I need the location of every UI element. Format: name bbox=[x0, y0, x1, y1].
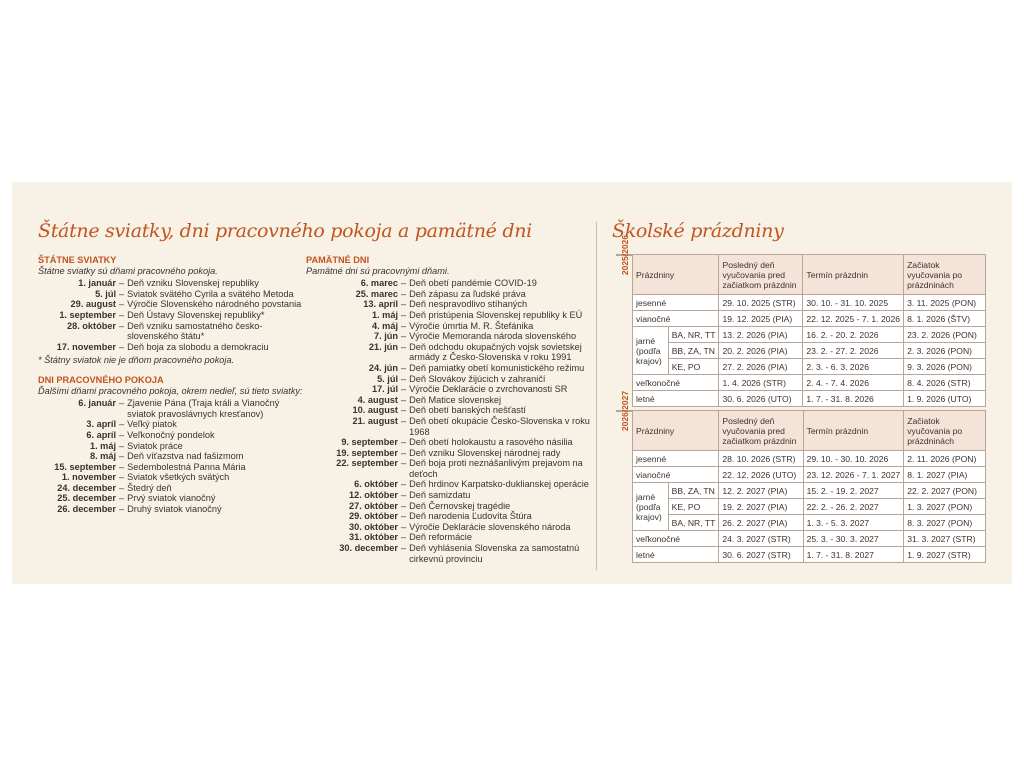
start-cell: 8. 3. 2027 (PON) bbox=[904, 515, 986, 531]
term-cell: 22. 12. 2025 - 7. 1. 2026 bbox=[803, 311, 904, 327]
start-cell: 1. 9. 2026 (UTO) bbox=[904, 391, 986, 407]
table-row bbox=[633, 391, 986, 407]
dash-separator: – bbox=[401, 511, 407, 522]
item-date: 19. september bbox=[336, 447, 398, 458]
list-item bbox=[38, 472, 310, 483]
dash-separator: – bbox=[401, 543, 407, 554]
dash-separator: – bbox=[401, 362, 407, 373]
item-text: Výročie Deklarácie slovenského národa bbox=[409, 521, 571, 532]
dash-separator: – bbox=[119, 299, 125, 310]
holiday-name-cell: veľkonočné bbox=[633, 375, 719, 391]
start-cell: 22. 2. 2027 (PON) bbox=[904, 483, 986, 499]
holiday-name-cell: jesenné bbox=[633, 295, 719, 311]
dash-separator: – bbox=[401, 415, 407, 426]
item-date: 29. august bbox=[70, 299, 116, 310]
item-text: Deň vyhlásenia Slovenska za samostatnú cirkevnú provinciu bbox=[409, 543, 580, 564]
item-text: Sviatok svätého Cyrila a svätého Metoda bbox=[127, 288, 294, 299]
item-date: 27. október bbox=[348, 500, 398, 511]
list-item bbox=[306, 511, 596, 522]
item-text: Deň Ústavy Slovenskej republiky* bbox=[127, 309, 265, 320]
item-text: Druhý sviatok vianočný bbox=[127, 504, 222, 515]
start-cell: 8. 1. 2026 (ŠTV) bbox=[904, 311, 986, 327]
start-cell: 9. 3. 2026 (PON) bbox=[904, 359, 986, 375]
item-text: Veľký piatok bbox=[127, 419, 177, 430]
dash-separator: – bbox=[119, 451, 125, 462]
last-day-cell: 30. 6. 2027 (STR) bbox=[719, 547, 803, 563]
table-row bbox=[633, 295, 986, 311]
list-item bbox=[306, 363, 596, 374]
item-date: 9. september bbox=[341, 437, 398, 448]
item-date: 7. jún bbox=[374, 331, 398, 342]
left-section-title: Štátne sviatky, dni pracovného pokoja a pamätné dni bbox=[38, 220, 532, 242]
item-text: Deň nespravodlivo stíhaných bbox=[409, 299, 528, 310]
dash-separator: – bbox=[401, 458, 407, 469]
table-row bbox=[633, 483, 986, 499]
list-item bbox=[306, 448, 596, 459]
list-item bbox=[306, 278, 596, 289]
list-item bbox=[306, 310, 596, 321]
term-cell: 29. 10. - 30. 10. 2026 bbox=[803, 451, 904, 467]
item-text: Deň pristúpenia Slovenskej republiky k EÚ bbox=[409, 309, 583, 320]
list-item bbox=[38, 430, 310, 441]
item-date: 4. august bbox=[357, 394, 398, 405]
item-date: 12. október bbox=[348, 490, 398, 501]
item-date: 21. jún bbox=[368, 341, 398, 352]
last-day-cell: 22. 12. 2026 (UTO) bbox=[719, 467, 803, 483]
item-date: 6. október bbox=[354, 479, 398, 490]
start-cell: 1. 3. 2027 (PON) bbox=[904, 499, 986, 515]
holiday-name-cell: vianočné bbox=[633, 311, 719, 327]
start-cell: 1. 9. 2027 (STR) bbox=[904, 547, 986, 563]
item-date: 22. september bbox=[336, 458, 398, 469]
start-cell: 8. 4. 2026 (STR) bbox=[904, 375, 986, 391]
list-item bbox=[306, 490, 596, 501]
dash-separator: – bbox=[119, 309, 125, 320]
rest-days-heading: DNI PRACOVNÉHO POKOJA bbox=[38, 374, 164, 385]
item-text: Deň vzniku Slovenskej republiky bbox=[127, 278, 259, 289]
item-text: Deň obetí okupácie Česko-Slovenska v roku 1968 bbox=[409, 415, 590, 437]
item-text: Deň Černovskej tragédie bbox=[409, 500, 511, 511]
dash-separator: – bbox=[401, 309, 407, 320]
item-text: Sviatok všetkých svätých bbox=[127, 472, 230, 483]
item-date: 31. október bbox=[348, 532, 398, 543]
list-item bbox=[306, 543, 596, 564]
item-text: Deň obetí pandémie COVID-19 bbox=[409, 278, 537, 289]
term-cell: 23. 2. - 27. 2. 2026 bbox=[803, 343, 904, 359]
start-cell: 2. 3. 2026 (PON) bbox=[904, 343, 986, 359]
holiday-name-cell: veľkonočné bbox=[633, 531, 719, 547]
header-cell: Začiatok vyučovania po prázdninách bbox=[904, 255, 986, 295]
start-cell: 3. 11. 2025 (PON) bbox=[904, 295, 986, 311]
start-cell: 8. 1. 2027 (PIA) bbox=[904, 467, 986, 483]
item-text: Deň narodenia Ľudovíta Štúra bbox=[409, 511, 532, 522]
list-item bbox=[38, 441, 310, 452]
dash-separator: – bbox=[401, 394, 407, 405]
list-item bbox=[38, 483, 310, 494]
region-cell: BA, NR, TT bbox=[668, 515, 719, 531]
item-date: 13. apríl bbox=[363, 299, 398, 310]
item-date: 29. október bbox=[348, 511, 398, 522]
header-cell: Začiatok vyučovania po prázdninách bbox=[904, 411, 986, 451]
holiday-name-cell: letné bbox=[633, 391, 719, 407]
dash-separator: – bbox=[401, 532, 407, 543]
column-divider bbox=[596, 222, 597, 570]
dash-separator: – bbox=[401, 331, 407, 342]
table-row bbox=[633, 499, 986, 515]
item-date: 1. január bbox=[78, 278, 116, 289]
state-holidays-heading: ŠTÁTNE SVIATKY bbox=[38, 255, 117, 265]
header-cell: Posledný deň vyučovania pred začiatkom prázdnin bbox=[719, 255, 803, 295]
list-item bbox=[38, 398, 310, 419]
rest-days-subtitle: Ďalšími dňami pracovného pokoja, okrem nedieľ, sú tieto sviatky: bbox=[38, 385, 303, 396]
dash-separator: – bbox=[119, 278, 125, 289]
dash-separator: – bbox=[119, 461, 125, 472]
region-cell: KE, PO bbox=[668, 499, 719, 515]
item-text: Deň obetí banských nešťastí bbox=[409, 405, 526, 416]
item-text: Prvý sviatok vianočný bbox=[127, 493, 216, 504]
table-row bbox=[633, 451, 986, 467]
item-text: Deň vzniku Slovenskej národnej rady bbox=[409, 447, 561, 458]
list-item bbox=[306, 501, 596, 512]
region-cell: KE, PO bbox=[668, 359, 719, 375]
term-cell: 30. 10. - 31. 10. 2025 bbox=[803, 295, 904, 311]
term-cell: 22. 2. - 26. 2. 2027 bbox=[803, 499, 904, 515]
item-text: Výročie úmrtia M. R. Štefánika bbox=[409, 320, 534, 331]
last-day-cell: 28. 10. 2026 (STR) bbox=[719, 451, 803, 467]
region-cell: BB, ZA, TN bbox=[668, 343, 719, 359]
item-date: 24. december bbox=[57, 482, 116, 493]
table-row bbox=[633, 327, 986, 343]
item-date: 26. december bbox=[57, 504, 116, 515]
table-row bbox=[633, 531, 986, 547]
dash-separator: – bbox=[401, 373, 407, 384]
item-text: Výročie Slovenského národného povstania bbox=[127, 299, 302, 310]
start-cell: 23. 2. 2026 (PON) bbox=[904, 327, 986, 343]
item-text: Výročie Memoranda národa slovenského bbox=[409, 331, 577, 342]
dash-separator: – bbox=[119, 320, 125, 331]
item-text: Výročie Deklarácie o zvrchovanosti SR bbox=[409, 384, 568, 395]
dash-separator: – bbox=[401, 521, 407, 532]
last-day-cell: 12. 2. 2027 (PIA) bbox=[719, 483, 803, 499]
item-date: 30. október bbox=[348, 521, 398, 532]
item-text: Deň odchodu okupačných vojsk sovietskej armády z Česko-Slovenska v roku 1991 bbox=[409, 341, 582, 363]
list-item bbox=[38, 342, 310, 353]
table-row bbox=[633, 343, 986, 359]
item-date: 1. november bbox=[61, 472, 116, 483]
region-cell: BA, NR, TT bbox=[668, 327, 719, 343]
state-holidays-list bbox=[38, 278, 310, 352]
item-text: Deň vzniku samostatného česko-slovenského štátu* bbox=[127, 320, 263, 342]
item-date: 6. marec bbox=[360, 278, 398, 289]
header-cell: Termín prázdnin bbox=[803, 255, 904, 295]
last-day-cell: 26. 2. 2027 (PIA) bbox=[719, 515, 803, 531]
list-item bbox=[38, 289, 310, 300]
table-row bbox=[633, 311, 986, 327]
term-cell: 2. 4. - 7. 4. 2026 bbox=[803, 375, 904, 391]
dash-separator: – bbox=[119, 341, 125, 352]
header-cell: Prázdniny bbox=[633, 411, 719, 451]
list-item bbox=[306, 416, 596, 437]
dash-separator: – bbox=[401, 500, 407, 511]
item-date: 30. december bbox=[339, 543, 398, 554]
item-date: 1. máj bbox=[371, 309, 398, 320]
list-item bbox=[306, 479, 596, 490]
dash-separator: – bbox=[119, 493, 125, 504]
item-date: 1. máj bbox=[89, 440, 116, 451]
term-cell: 15. 2. - 19. 2. 2027 bbox=[803, 483, 904, 499]
header-cell: Prázdniny bbox=[633, 255, 719, 295]
dash-separator: – bbox=[119, 504, 125, 515]
header-row bbox=[633, 255, 986, 295]
table-row bbox=[633, 359, 986, 375]
dash-separator: – bbox=[401, 341, 407, 352]
item-date: 6. január bbox=[78, 398, 116, 409]
list-item bbox=[306, 437, 596, 448]
item-text: Deň Slovákov žijúcich v zahraničí bbox=[409, 373, 546, 384]
table-row bbox=[633, 467, 986, 483]
item-text: Zjavenie Pána (Traja králi a Vianočný sviatok pravoslávnych kresťanov) bbox=[127, 398, 280, 419]
list-item bbox=[38, 310, 310, 321]
item-text: Deň Matice slovenskej bbox=[409, 394, 502, 405]
item-text: Deň víťazstva nad fašizmom bbox=[127, 451, 244, 462]
dash-separator: – bbox=[401, 479, 407, 490]
item-text: Štedrý deň bbox=[127, 482, 172, 493]
item-date: 5. júl bbox=[377, 373, 398, 384]
item-date: 21. august bbox=[352, 415, 398, 426]
item-text: Deň zápasu za ľudské práva bbox=[409, 288, 526, 299]
item-date: 6. apríl bbox=[86, 429, 116, 440]
item-text: Deň obetí holokaustu a rasového násilia bbox=[409, 437, 573, 448]
item-date: 1. september bbox=[59, 309, 116, 320]
dash-separator: – bbox=[119, 429, 125, 440]
last-day-cell: 29. 10. 2025 (STR) bbox=[719, 295, 803, 311]
list-item bbox=[306, 342, 596, 363]
school-year-label: 2026/2027 bbox=[616, 410, 632, 412]
state-holidays-note: * Štátny sviatok nie je dňom pracovného pokoja. bbox=[38, 355, 235, 366]
dash-separator: – bbox=[401, 490, 407, 501]
list-item bbox=[38, 299, 310, 310]
item-text: Deň boja proti neznášanlivým prejavom na deťoch bbox=[409, 458, 583, 479]
list-item bbox=[306, 532, 596, 543]
dash-separator: – bbox=[401, 405, 407, 416]
list-item bbox=[306, 384, 596, 395]
table-row bbox=[633, 547, 986, 563]
item-text: Sviatok práce bbox=[127, 440, 183, 451]
item-date: 8. máj bbox=[89, 451, 116, 462]
item-date: 5. júl bbox=[95, 288, 116, 299]
list-item bbox=[38, 419, 310, 430]
dash-separator: – bbox=[401, 447, 407, 458]
header-cell: Termín prázdnin bbox=[803, 411, 904, 451]
right-section-title: Školské prázdniny bbox=[612, 220, 784, 242]
list-item bbox=[306, 289, 596, 300]
header-cell: Posledný deň vyučovania pred začiatkom prázdnin bbox=[719, 411, 803, 451]
dash-separator: – bbox=[401, 299, 407, 310]
dash-separator: – bbox=[401, 288, 407, 299]
start-cell: 31. 3. 2027 (STR) bbox=[904, 531, 986, 547]
item-text: Veľkonočný pondelok bbox=[127, 429, 215, 440]
item-text: Deň hrdinov Karpatsko-duklianskej operácie bbox=[409, 479, 589, 490]
dash-separator: – bbox=[119, 398, 125, 409]
item-text: Deň reformácie bbox=[409, 532, 472, 543]
list-item bbox=[306, 321, 596, 332]
holiday-name-cell: vianočné bbox=[633, 467, 719, 483]
list-item bbox=[306, 299, 596, 310]
state-holidays-subtitle: Štátne sviatky sú dňami pracovného pokoja. bbox=[38, 265, 218, 276]
term-cell: 1. 3. - 5. 3. 2027 bbox=[803, 515, 904, 531]
term-cell: 16. 2. - 20. 2. 2026 bbox=[803, 327, 904, 343]
dash-separator: – bbox=[401, 278, 407, 289]
holiday-name-cell: letné bbox=[633, 547, 719, 563]
holiday-name-cell: jesenné bbox=[633, 451, 719, 467]
last-day-cell: 1. 4. 2026 (STR) bbox=[719, 375, 803, 391]
list-item bbox=[38, 462, 310, 473]
item-text: Deň boja za slobodu a demokraciu bbox=[127, 341, 269, 352]
item-date: 15. september bbox=[54, 461, 116, 472]
item-date: 17. november bbox=[56, 341, 116, 352]
item-date: 3. apríl bbox=[86, 419, 116, 430]
list-item bbox=[38, 504, 310, 515]
list-item bbox=[38, 493, 310, 504]
term-cell: 1. 7. - 31. 8. 2027 bbox=[803, 547, 904, 563]
last-day-cell: 13. 2. 2026 (PIA) bbox=[719, 327, 803, 343]
term-cell: 25. 3. - 30. 3. 2027 bbox=[803, 531, 904, 547]
last-day-cell: 19. 12. 2025 (PIA) bbox=[719, 311, 803, 327]
last-day-cell: 19. 2. 2027 (PIA) bbox=[719, 499, 803, 515]
holiday-name-cell: jarné (podľa krajov) bbox=[633, 483, 669, 531]
item-text: Deň samizdatu bbox=[409, 490, 471, 501]
item-date: 17. júl bbox=[371, 384, 398, 395]
rest-days-list bbox=[38, 398, 310, 515]
memorial-days-column bbox=[306, 255, 596, 564]
list-item bbox=[38, 278, 310, 289]
dash-separator: – bbox=[401, 384, 407, 395]
last-day-cell: 27. 2. 2026 (PIA) bbox=[719, 359, 803, 375]
holidays-column bbox=[38, 255, 310, 515]
memorial-days-subtitle: Pamätné dni sú pracovnými dňami. bbox=[306, 265, 450, 276]
dash-separator: – bbox=[119, 419, 125, 430]
dash-separator: – bbox=[119, 440, 125, 451]
item-text: Deň pamiatky obetí komunistického režimu bbox=[409, 362, 585, 373]
dash-separator: – bbox=[401, 437, 407, 448]
start-cell: 2. 11. 2026 (PON) bbox=[904, 451, 986, 467]
memorial-days-list bbox=[306, 278, 596, 564]
list-item bbox=[306, 331, 596, 342]
holiday-calendar-card bbox=[12, 182, 1012, 584]
table-row bbox=[633, 375, 986, 391]
last-day-cell: 24. 3. 2027 (STR) bbox=[719, 531, 803, 547]
item-date: 25. december bbox=[57, 493, 116, 504]
region-cell: BB, ZA, TN bbox=[668, 483, 719, 499]
list-item bbox=[306, 395, 596, 406]
list-item bbox=[306, 522, 596, 533]
term-cell: 2. 3. - 6. 3. 2026 bbox=[803, 359, 904, 375]
item-date: 10. august bbox=[352, 405, 398, 416]
list-item bbox=[306, 405, 596, 416]
memorial-days-heading: PAMÄTNÉ DNI bbox=[306, 255, 370, 265]
term-cell: 1. 7. - 31. 8. 2026 bbox=[803, 391, 904, 407]
header-row bbox=[633, 411, 986, 451]
dash-separator: – bbox=[401, 320, 407, 331]
dash-separator: – bbox=[119, 288, 125, 299]
holiday-name-cell: jarné (podľa krajov) bbox=[633, 327, 669, 375]
list-item bbox=[38, 451, 310, 462]
school-year-label: 2025/2026 bbox=[616, 254, 632, 256]
last-day-cell: 20. 2. 2026 (PIA) bbox=[719, 343, 803, 359]
dash-separator: – bbox=[119, 472, 125, 483]
item-date: 24. jún bbox=[368, 362, 398, 373]
dash-separator: – bbox=[119, 482, 125, 493]
item-date: 4. máj bbox=[371, 320, 398, 331]
item-date: 28. október bbox=[66, 320, 116, 331]
last-day-cell: 30. 6. 2026 (UTO) bbox=[719, 391, 803, 407]
term-cell: 23. 12. 2026 - 7. 1. 2027 bbox=[803, 467, 904, 483]
list-item bbox=[306, 458, 596, 479]
item-date: 25. marec bbox=[355, 288, 398, 299]
list-item bbox=[306, 374, 596, 385]
list-item bbox=[38, 321, 310, 342]
item-text: Sedembolestná Panna Mária bbox=[127, 461, 246, 472]
table-row bbox=[633, 515, 986, 531]
